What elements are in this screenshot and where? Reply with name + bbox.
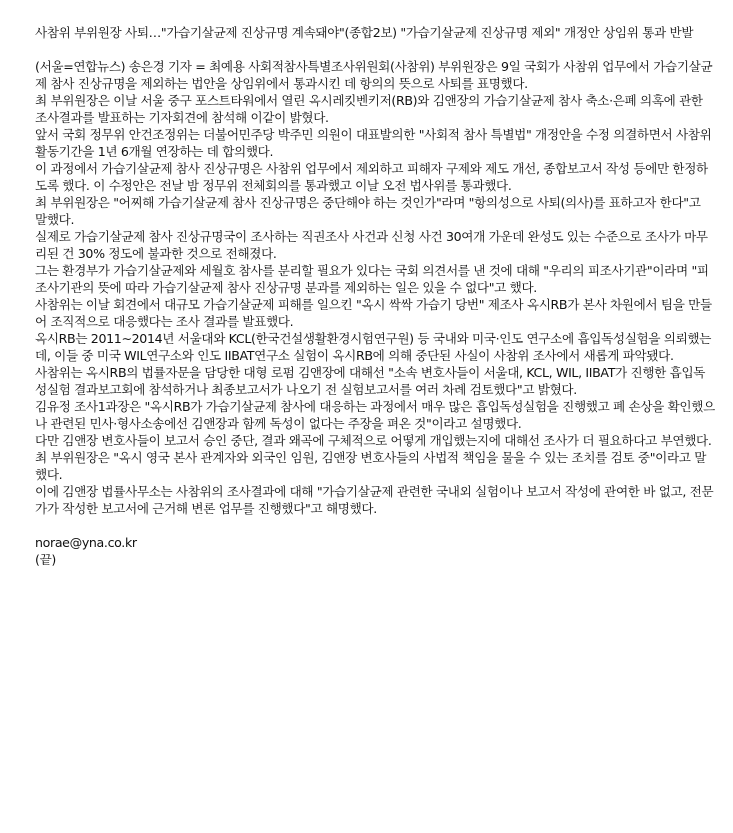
article-paragraph: 최 부위원장은 "옥시 영국 본사 관계자와 외국인 임원, 김앤장 변호사들의 사법적 책임을 물을 수 있는 조치를 검토 중"이라고 말했다. bbox=[35, 450, 707, 482]
article-paragraph: 사참위는 이날 회견에서 대규모 가습기살균제 피해를 일으킨 "옥시 싹싹 가습기 당번" 제조사 옥시RB가 본사 차원에서 팀을 만들어 조직적으로 대응했다는 조사 결과를 발표했다. bbox=[35, 297, 712, 329]
article-paragraph: 실제로 가습기살균제 참사 진상규명국이 조사하는 직권조사 사건과 신청 사건 30여개 가운데 완성도 있는 수준으로 조사가 마무리된 건 30% 정도에 불과한 것으로 전해졌다. bbox=[35, 229, 708, 261]
article-footer bbox=[35, 534, 715, 568]
article-paragraph: 이에 김앤장 법률사무소는 사참위의 조사결과에 대해 "가습기살균제 관련한 국내외 실험이나 보고서 작성에 관여한 바 없고, 전문가가 작성한 보고서에 근거해 변론 업무를 진행했다"고 해명했다. bbox=[35, 484, 714, 516]
article-paragraph: 옥시RB는 2011∼2014년 서울대와 KCL(한국건설생활환경시험연구원) 등 국내와 미국·인도 연구소에 흡입독성실험을 의뢰했는데, 이들 중 미국 WIL연구소와 인도 IIBAT연구소 실험이 옥시RB에 의해 중단된 사실이 사참위 조사에서 새롭게 파악됐다. bbox=[35, 331, 712, 363]
article-paragraph: 이 과정에서 가습기살균제 참사 진상규명은 사참위 업무에서 제외하고 피해자 구제와 제도 개선, 종합보고서 작성 등에만 한정하도록 했다. 이 수정안은 전날 밤 정무위 전체회의를 통과했고 이날 오전 법사위를 통과했다. bbox=[35, 161, 708, 193]
article-paragraph: 최 부위원장은 이날 서울 중구 포스트타워에서 열린 옥시레킷벤키저(RB)와 김앤장의 가습기살균제 참사 축소·은폐 의혹에 관한 조사결과를 발표하는 기자회견에 참석해 이같이 밝혔다. bbox=[35, 93, 703, 125]
article-paragraph: 사참위는 옥시RB의 법률자문을 담당한 대형 로펌 김앤장에 대해선 "소속 변호사들이 서울대, KCL, WIL, IIBAT가 진행한 흡입독성실험 결과보고회에 참석하거나 최종보고서가 나오기 전 실험보고서를 여러 차례 검토했다"고 밝혔다. bbox=[35, 365, 706, 397]
article-headline: 사참위 부위원장 사퇴…"가습기살균제 진상규명 계속돼야"(종합2보) "가습기살균제 진상규명 제외" 개정안 상임위 통과 반발 bbox=[35, 25, 694, 40]
article-paragraph: 다만 김앤장 변호사들이 보고서 승인 중단, 결과 왜곡에 구체적으로 어떻게 개입했는지에 대해선 조사가 더 필요하다고 부연했다. bbox=[35, 433, 712, 448]
article-paragraph: (서울=연합뉴스) 송은경 기자 = 최예용 사회적참사특별조사위원회(사참위) 부위원장은 9일 국회가 사참위 업무에서 가습기살균제 참사 진상규명을 제외하는 법안을 상임위에서 통과시킨 데 항의의 뜻으로 사퇴를 표명했다. bbox=[35, 59, 713, 91]
end-mark: (끝) bbox=[35, 552, 56, 567]
reporter-email: norae@yna.co.kr bbox=[35, 535, 137, 550]
article-paragraph: 그는 환경부가 가습기살균제와 세월호 참사를 분리할 필요가 있다는 국회 의견서를 낸 것에 대해 "우리의 피조사기관"이라며 "피조사기관의 뜻에 따라 가습기살균제 참사 진상규명 분과를 제외하는 일은 있을 수 없다"고 했다. bbox=[35, 263, 709, 295]
article-body bbox=[35, 58, 715, 517]
article-paragraph: 앞서 국회 정무위 안건조정위는 더불어민주당 박주민 의원이 대표발의한 "사회적 참사 특별법" 개정안을 수정 의결하면서 사참위 활동기간을 1년 6개월 연장하는 데 합의했다. bbox=[35, 127, 712, 159]
article-paragraph: 김유정 조사1과장은 "옥시RB가 가습기살균제 참사에 대응하는 과정에서 매우 많은 흡입독성실험을 진행했고 폐 손상을 확인했으나 관련된 민사·형사소송에선 김앤장과 함께 독성이 없다는 주장을 펴온 것"이라고 설명했다. bbox=[35, 399, 715, 431]
article-paragraph: 최 부위원장은 "어찌해 가습기살균제 참사 진상규명은 중단해야 하는 것인가"라며 "항의성으로 사퇴(의사)를 표하고자 한다"고 말했다. bbox=[35, 195, 701, 227]
